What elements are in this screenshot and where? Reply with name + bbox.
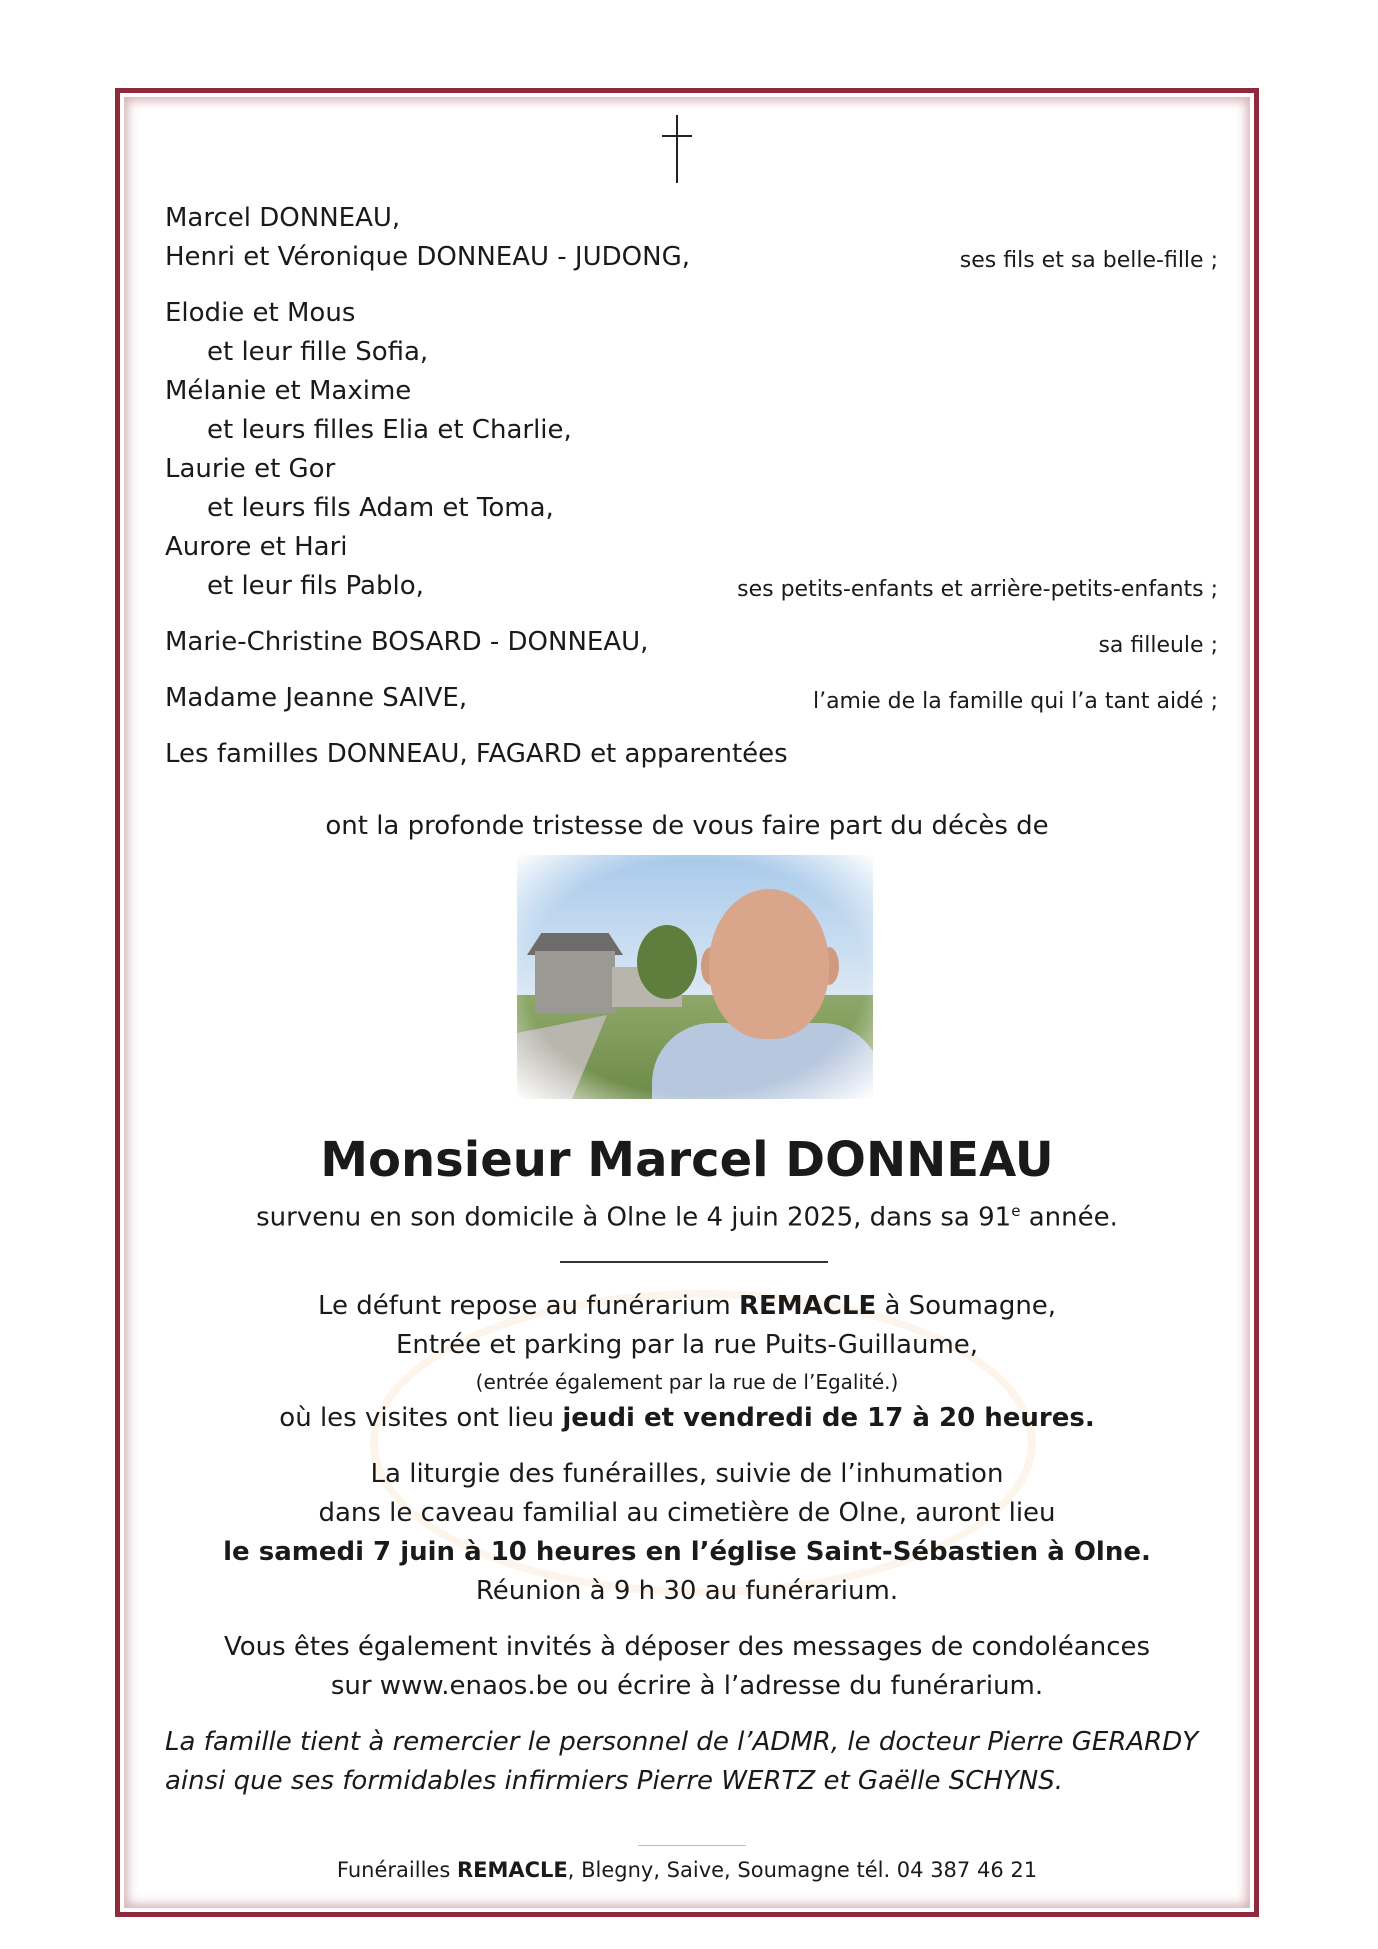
funeral-date: le samedi 7 juin à 10 heures en l’église Saint-Sébastien à Olne. bbox=[223, 1537, 1151, 1567]
family-line: Mélanie et Maxime bbox=[165, 376, 412, 406]
portrait-photo bbox=[517, 855, 873, 1099]
funeral-line: La liturgie des funérailles, suivie de l’inhumation bbox=[370, 1459, 1004, 1489]
footer-contact: Funérailles REMACLE, Blegny, Saive, Soumagne tél. 04 387 46 21 bbox=[336, 1858, 1038, 1882]
relation-label: ses petits-enfants et arrière-petits-enfants ; bbox=[737, 577, 1218, 602]
announcement: ont la profonde tristesse de vous faire part du décès de bbox=[325, 811, 1049, 841]
family-line: et leur fils Pablo, bbox=[207, 571, 424, 601]
family-line: et leurs filles Elia et Charlie, bbox=[207, 415, 572, 445]
visitation-line: où les visites ont lieu jeudi et vendredi de 17 à 20 heures. bbox=[279, 1403, 1095, 1433]
divider bbox=[560, 1261, 828, 1263]
thanks-line: ainsi que ses formidables infirmiers Pierre WERTZ et Gaëlle SCHYNS. bbox=[165, 1766, 1064, 1796]
relation-label: sa filleule ; bbox=[1098, 633, 1218, 658]
family-line: Les familles DONNEAU, FAGARD et apparentées bbox=[165, 739, 788, 769]
deceased-name: Monsieur Marcel DONNEAU bbox=[320, 1132, 1054, 1188]
footer-divider bbox=[638, 1845, 746, 1846]
visitation-note: (entrée également par la rue de l’Egalité.) bbox=[475, 1370, 899, 1394]
family-line: Aurore et Hari bbox=[165, 532, 348, 562]
death-details: survenu en son domicile à Olne le 4 juin 2025, dans sa 91e année. bbox=[256, 1202, 1118, 1233]
family-line: Laurie et Gor bbox=[165, 454, 336, 484]
family-line: et leur fille Sofia, bbox=[207, 337, 429, 367]
family-line: Elodie et Mous bbox=[165, 298, 356, 328]
funeral-line: Réunion à 9 h 30 au funérarium. bbox=[475, 1576, 899, 1606]
relation-label: l’amie de la famille qui l’a tant aidé ; bbox=[812, 689, 1218, 714]
family-line: Marcel DONNEAU, bbox=[165, 203, 401, 233]
family-line: Marie-Christine BOSARD - DONNEAU, bbox=[165, 627, 649, 657]
relation-label: ses fils et sa belle-fille ; bbox=[959, 248, 1218, 273]
condolences-line: Vous êtes également invités à déposer des messages de condoléances bbox=[223, 1632, 1151, 1662]
family-line: Madame Jeanne SAIVE, bbox=[165, 683, 468, 713]
cross-icon bbox=[662, 115, 692, 183]
visitation-line: Entrée et parking par la rue Puits-Guillaume, bbox=[395, 1330, 979, 1360]
family-line: et leurs fils Adam et Toma, bbox=[207, 493, 554, 523]
family-line: Henri et Véronique DONNEAU - JUDONG, bbox=[165, 242, 690, 272]
thanks-line: La famille tient à remercier le personnel de l’ADMR, le docteur Pierre GERARDY bbox=[165, 1727, 1199, 1757]
condolences-line: sur www.enaos.be ou écrire à l’adresse du funérarium. bbox=[330, 1671, 1044, 1701]
funeral-line: dans le caveau familial au cimetière de Olne, auront lieu bbox=[318, 1498, 1056, 1528]
visitation-line: Le défunt repose au funérarium REMACLE à Soumagne, bbox=[317, 1291, 1057, 1321]
